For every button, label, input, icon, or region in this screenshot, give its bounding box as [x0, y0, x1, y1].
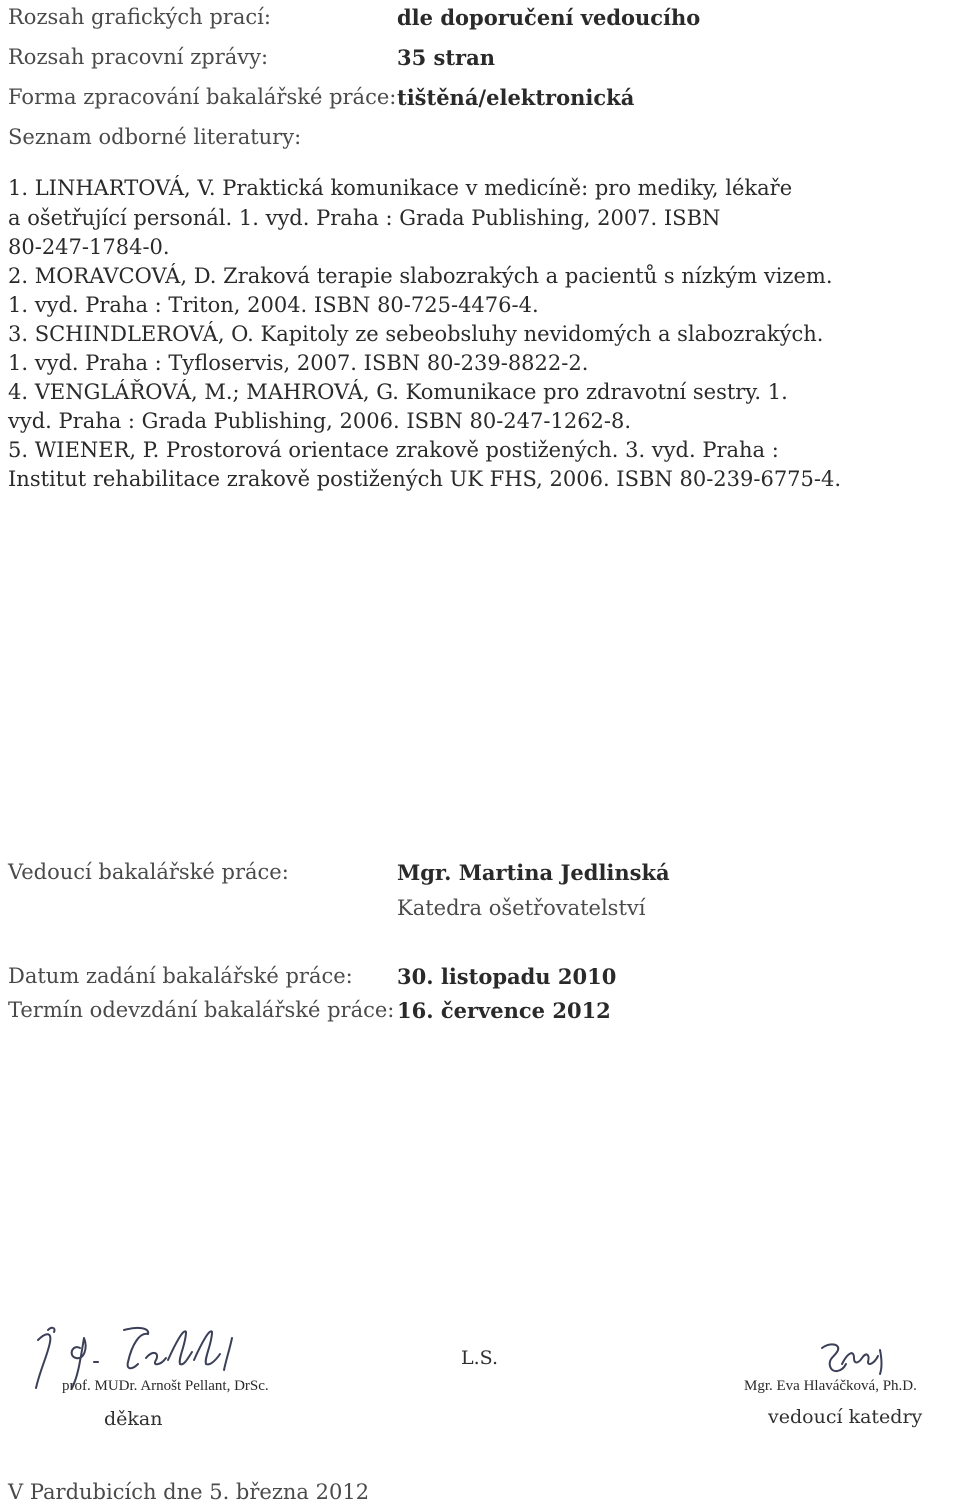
due-date-label: Termín odevzdání bakalářské práce: — [8, 998, 395, 1022]
literature-line: 1. vyd. Praha : Triton, 2004. ISBN 80-725-4476-4. — [8, 293, 539, 317]
due-date-value: 16. července 2012 — [397, 998, 611, 1023]
head-signature — [818, 1338, 890, 1382]
supervisor-name: Mgr. Martina Jedlinská — [397, 860, 670, 885]
thesis-form-value: tištěná/elektronická — [397, 85, 635, 110]
head-role: vedoucí katedry — [768, 1406, 923, 1428]
literature-line: a ošetřující personál. 1. vyd. Praha : Grada Publishing, 2007. ISBN — [8, 206, 721, 230]
literature-line: 3. SCHINDLEROVÁ, O. Kapitoly ze sebeobsluhy nevidomých a slabozrakých. — [8, 322, 824, 346]
dean-name: prof. MUDr. Arnošt Pellant, DrSc. — [62, 1378, 269, 1394]
graphics-scope-label: Rozsah grafických prací: — [8, 5, 271, 29]
report-scope-value: 35 stran — [397, 45, 495, 70]
literature-line: 2. MORAVCOVÁ, D. Zraková terapie slabozrakých a pacientů s nízkým vizem. — [8, 264, 833, 288]
literature-line: Institut rehabilitace zrakově postižených UK FHS, 2006. ISBN 80-239-6775-4. — [8, 467, 842, 491]
seal-mark: L.S. — [461, 1347, 499, 1369]
assigned-date-value: 30. listopadu 2010 — [397, 964, 617, 989]
literature-line: vyd. Praha : Grada Publishing, 2006. ISBN 80-247-1262-8. — [8, 409, 632, 433]
thesis-form-label: Forma zpracování bakalářské práce: — [8, 85, 397, 109]
report-scope-label: Rozsah pracovní zprávy: — [8, 45, 269, 69]
literature-line: 80-247-1784-0. — [8, 235, 170, 259]
literature-line: 1. LINHARTOVÁ, V. Praktická komunikace v medicíně: pro mediky, lékaře — [8, 176, 793, 200]
dean-role: děkan — [104, 1408, 163, 1430]
place-date: V Pardubicích dne 5. března 2012 — [8, 1480, 370, 1504]
literature-line: 5. WIENER, P. Prostorová orientace zrakově postižených. 3. vyd. Praha : — [8, 438, 779, 462]
literature-label: Seznam odborné literatury: — [8, 125, 302, 149]
supervisor-department: Katedra ošetřovatelství — [397, 896, 646, 920]
graphics-scope-value: dle doporučení vedoucího — [397, 5, 701, 30]
supervisor-label: Vedoucí bakalářské práce: — [8, 860, 289, 884]
literature-line: 4. VENGLÁŘOVÁ, M.; MAHROVÁ, G. Komunikace pro zdravotní sestry. 1. — [8, 380, 788, 404]
assigned-date-label: Datum zadání bakalářské práce: — [8, 964, 353, 988]
head-name: Mgr. Eva Hlaváčková, Ph.D. — [744, 1378, 917, 1394]
literature-line: 1. vyd. Praha : Tyfloservis, 2007. ISBN 80-239-8822-2. — [8, 351, 589, 375]
